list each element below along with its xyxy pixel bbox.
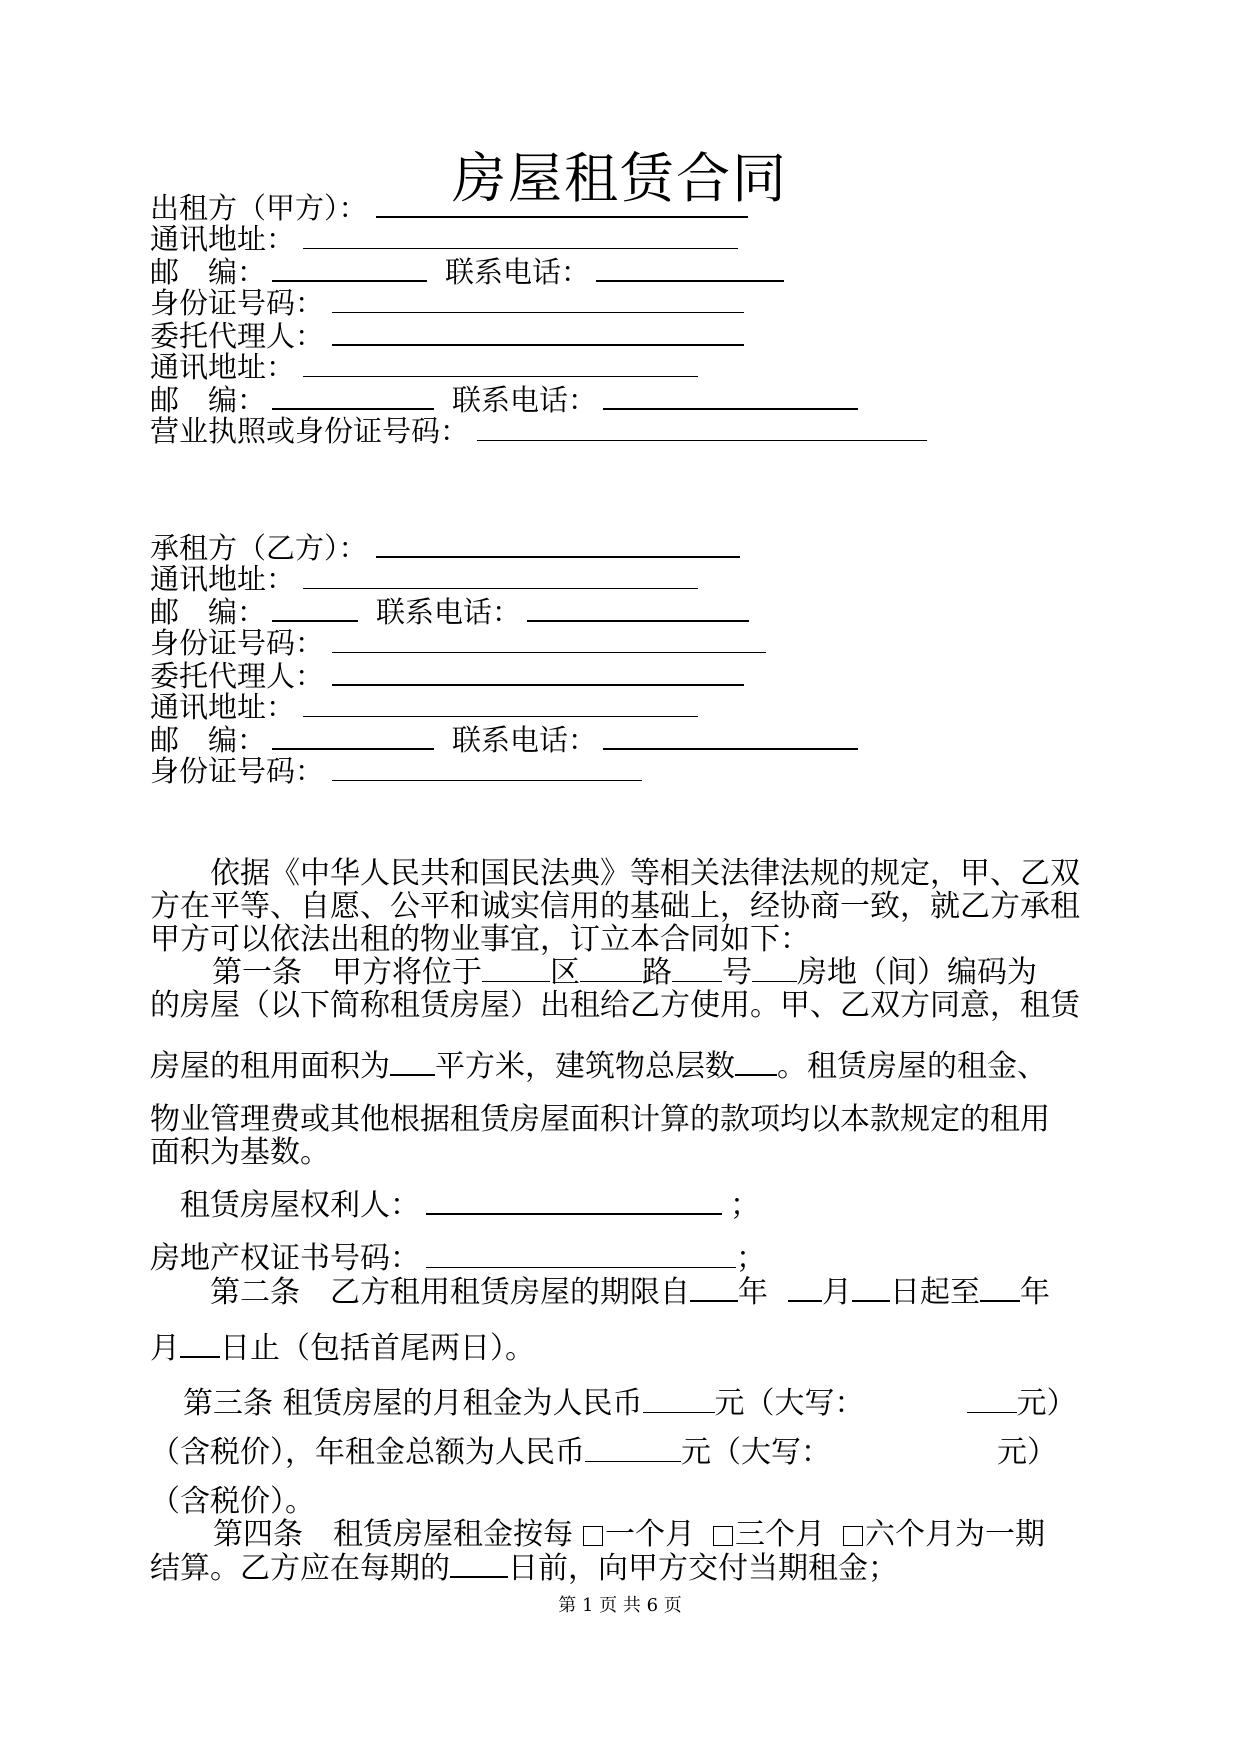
party-a-id-label: 身份证号码：: [150, 286, 325, 320]
party-a-agent-postcode-blank[interactable]: [272, 382, 434, 410]
party-b-agent-address-row: [150, 690, 698, 724]
article-4-line-1: [213, 1517, 1045, 1552]
checkbox-six-months[interactable]: [843, 1526, 863, 1546]
party-a-license-label: 营业执照或身份证号码：: [150, 414, 470, 448]
monthly-rent-label: 第三条 租赁房屋的月租金为人民币: [183, 1386, 643, 1421]
article-2-line-1: [210, 1274, 1050, 1310]
article-2-intro: 第二条 乙方租用租赁房屋的期限自: [210, 1275, 690, 1310]
end-year-blank[interactable]: [980, 1274, 1020, 1302]
end-day-blank[interactable]: [180, 1330, 220, 1358]
party-a-address-label: 通讯地址：: [150, 222, 296, 256]
party-a-postcode-blank[interactable]: [272, 254, 427, 282]
area-blank[interactable]: [390, 1048, 435, 1076]
annual-rent-blank[interactable]: [585, 1435, 681, 1462]
party-b-postcode-blank[interactable]: [272, 594, 358, 622]
party-a-agent-phone-label: 联系电话：: [452, 383, 598, 417]
preamble-line-2: 方在平等、自愿、公平和诚实信用的基础上，经协商一致，就乙方承租: [150, 889, 1080, 924]
party-b-agent-id-label: 身份证号码：: [150, 754, 325, 788]
party-b-name-blank[interactable]: [376, 530, 740, 558]
party-a-name-blank[interactable]: [376, 190, 748, 218]
start-day-label: 日起至: [890, 1275, 980, 1310]
annual-rent-words-label: 元（大写：: [681, 1435, 831, 1470]
checkbox-three-months[interactable]: [713, 1526, 733, 1546]
party-b-address-row: [150, 562, 698, 596]
party-a-phone-label: 联系电话：: [445, 255, 591, 289]
party-b-agent-address-blank[interactable]: [303, 690, 698, 717]
party-b-phone-blank[interactable]: [527, 594, 749, 622]
party-b-agent-label: 委托代理人：: [150, 659, 325, 693]
party-a-agent-address-blank[interactable]: [303, 350, 698, 377]
party-b-id-label: 身份证号码：: [150, 626, 325, 660]
party-b-id-row: [150, 626, 766, 660]
party-a-name-row: [150, 190, 748, 225]
article-1-line-5: 面积为基数。: [150, 1135, 330, 1170]
party-a-id-row: [150, 286, 744, 320]
payment-cycle-label: 第四条 租赁房屋租金按每: [213, 1517, 573, 1552]
party-b-agent-postcode-row: [150, 722, 858, 757]
party-b-address-blank[interactable]: [303, 562, 698, 589]
owner-end: ；: [730, 1188, 760, 1223]
party-b-name-label: 承租方（乙方）：: [150, 531, 368, 565]
owner-label: 租赁房屋权利人：: [180, 1188, 420, 1223]
article-1-intro: 第一条 甲方将位于: [212, 955, 482, 990]
party-a-name-label: 出租方（甲方）：: [150, 191, 368, 225]
party-a-postcode-row: [150, 254, 784, 289]
party-a-agent-address-row: [150, 350, 698, 384]
article-3-line-3: （含税价）。: [150, 1484, 315, 1519]
party-a-agent-blank[interactable]: [332, 318, 744, 346]
party-b-agent-phone-label: 联系电话：: [452, 723, 598, 757]
road-blank[interactable]: [580, 955, 642, 982]
annual-rent-unit: 元）: [997, 1435, 1057, 1470]
cert-row: [150, 1241, 766, 1276]
party-b-name-row: [150, 530, 740, 565]
preamble-line-3: 甲方可以依法出租的物业事宜，订立本合同如下：: [150, 922, 810, 957]
party-b-agent-postcode-label: 邮 编：: [150, 723, 267, 757]
party-b-id-blank[interactable]: [332, 626, 766, 653]
cert-blank[interactable]: [426, 1241, 736, 1268]
monthly-rent-words-blank[interactable]: [967, 1386, 1017, 1413]
start-year-label: 年: [738, 1275, 768, 1310]
party-a-address-blank[interactable]: [303, 222, 738, 249]
start-month-blank[interactable]: [788, 1274, 822, 1302]
party-a-agent-row: [150, 318, 744, 353]
start-day-blank[interactable]: [852, 1274, 890, 1302]
preamble-line-1: 依据《中华人民共和国民法典》等相关法律法规的规定，甲、乙双: [210, 856, 1080, 891]
party-b-phone-label: 联系电话：: [376, 595, 522, 629]
rent-basis-text: 。租赁房屋的租金、: [777, 1049, 1047, 1084]
page-title: 房屋租赁合同: [452, 147, 788, 210]
party-b-postcode-label: 邮 编：: [150, 595, 267, 629]
number-blank[interactable]: [672, 955, 722, 982]
party-a-address-row: [150, 222, 738, 256]
article-1-line-3: [150, 1048, 1047, 1084]
party-a-agent-phone-blank[interactable]: [603, 382, 858, 410]
area-label: 房屋的租用面积为: [150, 1049, 390, 1084]
article-2-line-2: [150, 1330, 535, 1366]
party-a-agent-postcode-label: 邮 编：: [150, 383, 267, 417]
owner-row: [180, 1187, 760, 1223]
party-a-agent-label: 委托代理人：: [150, 319, 325, 353]
party-b-postcode-row: [150, 594, 749, 629]
room-code-label: 房地（间）编码为: [797, 955, 1037, 990]
monthly-rent-words-label: 元（大写：: [714, 1386, 865, 1421]
article-4-line-2: [150, 1550, 898, 1586]
party-b-agent-row: [150, 658, 744, 693]
start-year-blank[interactable]: [690, 1274, 738, 1302]
number-label: 号: [722, 955, 752, 990]
road-label: 路: [642, 955, 672, 990]
article-1-line-2: 的房屋（以下简称租赁房屋）出租给乙方使用。甲、乙双方同意，租赁: [150, 988, 1080, 1023]
monthly-rent-unit: 元）: [1016, 1386, 1077, 1421]
party-a-id-blank[interactable]: [332, 286, 744, 313]
payment-day-blank[interactable]: [450, 1550, 508, 1578]
owner-blank[interactable]: [426, 1187, 722, 1215]
article-1-line-4: 物业管理费或其他根据租赁房屋面积计算的款项均以本款规定的租用: [150, 1102, 1050, 1137]
party-a-postcode-label: 邮 编：: [150, 255, 267, 289]
floors-label: 平方米，建筑物总层数: [435, 1049, 735, 1084]
party-b-agent-id-row: [150, 754, 642, 788]
room-blank[interactable]: [752, 955, 797, 982]
cert-end: ；: [736, 1241, 766, 1276]
cert-label: 房地产权证书号码：: [150, 1241, 420, 1276]
end-month-label: 月: [150, 1331, 180, 1366]
start-month-label: 月: [822, 1275, 852, 1310]
payment-day-text: 日前，向甲方交付当期租金；: [508, 1551, 898, 1586]
party-a-phone-blank[interactable]: [596, 254, 784, 282]
party-a-license-blank[interactable]: [477, 414, 927, 441]
monthly-rent-blank[interactable]: [643, 1386, 715, 1413]
party-b-agent-blank[interactable]: [332, 658, 744, 686]
page-footer: 第 1 页 共 6 页: [558, 1595, 682, 1616]
option-three-months: 三个月: [735, 1517, 825, 1552]
party-b-agent-address-label: 通讯地址：: [150, 690, 296, 724]
article-3-line-2: [150, 1435, 1057, 1470]
end-day-label: 日止（包括首尾两日）。: [220, 1331, 535, 1366]
party-a-license-row: [150, 414, 927, 448]
party-a-agent-postcode-row: [150, 382, 858, 417]
floors-blank[interactable]: [735, 1048, 777, 1076]
option-one-month: 一个月: [605, 1517, 695, 1552]
party-b-agent-id-blank[interactable]: [332, 754, 642, 781]
party-b-address-label: 通讯地址：: [150, 562, 296, 596]
checkbox-one-month[interactable]: [583, 1526, 603, 1546]
annual-rent-label: （含税价），年租金总额为人民币: [150, 1435, 585, 1470]
party-b-agent-postcode-blank[interactable]: [272, 722, 434, 750]
district-blank[interactable]: [482, 955, 550, 982]
option-six-months: 六个月为一期: [865, 1517, 1045, 1552]
end-year-label: 年: [1020, 1275, 1050, 1310]
district-label: 区: [550, 955, 580, 990]
payment-day-label: 结算。乙方应在每期的: [150, 1551, 450, 1586]
article-1-line-1: [212, 955, 1037, 990]
party-a-agent-address-label: 通讯地址：: [150, 350, 296, 384]
party-b-agent-phone-blank[interactable]: [603, 722, 858, 750]
article-3-line-1: [183, 1386, 1077, 1421]
